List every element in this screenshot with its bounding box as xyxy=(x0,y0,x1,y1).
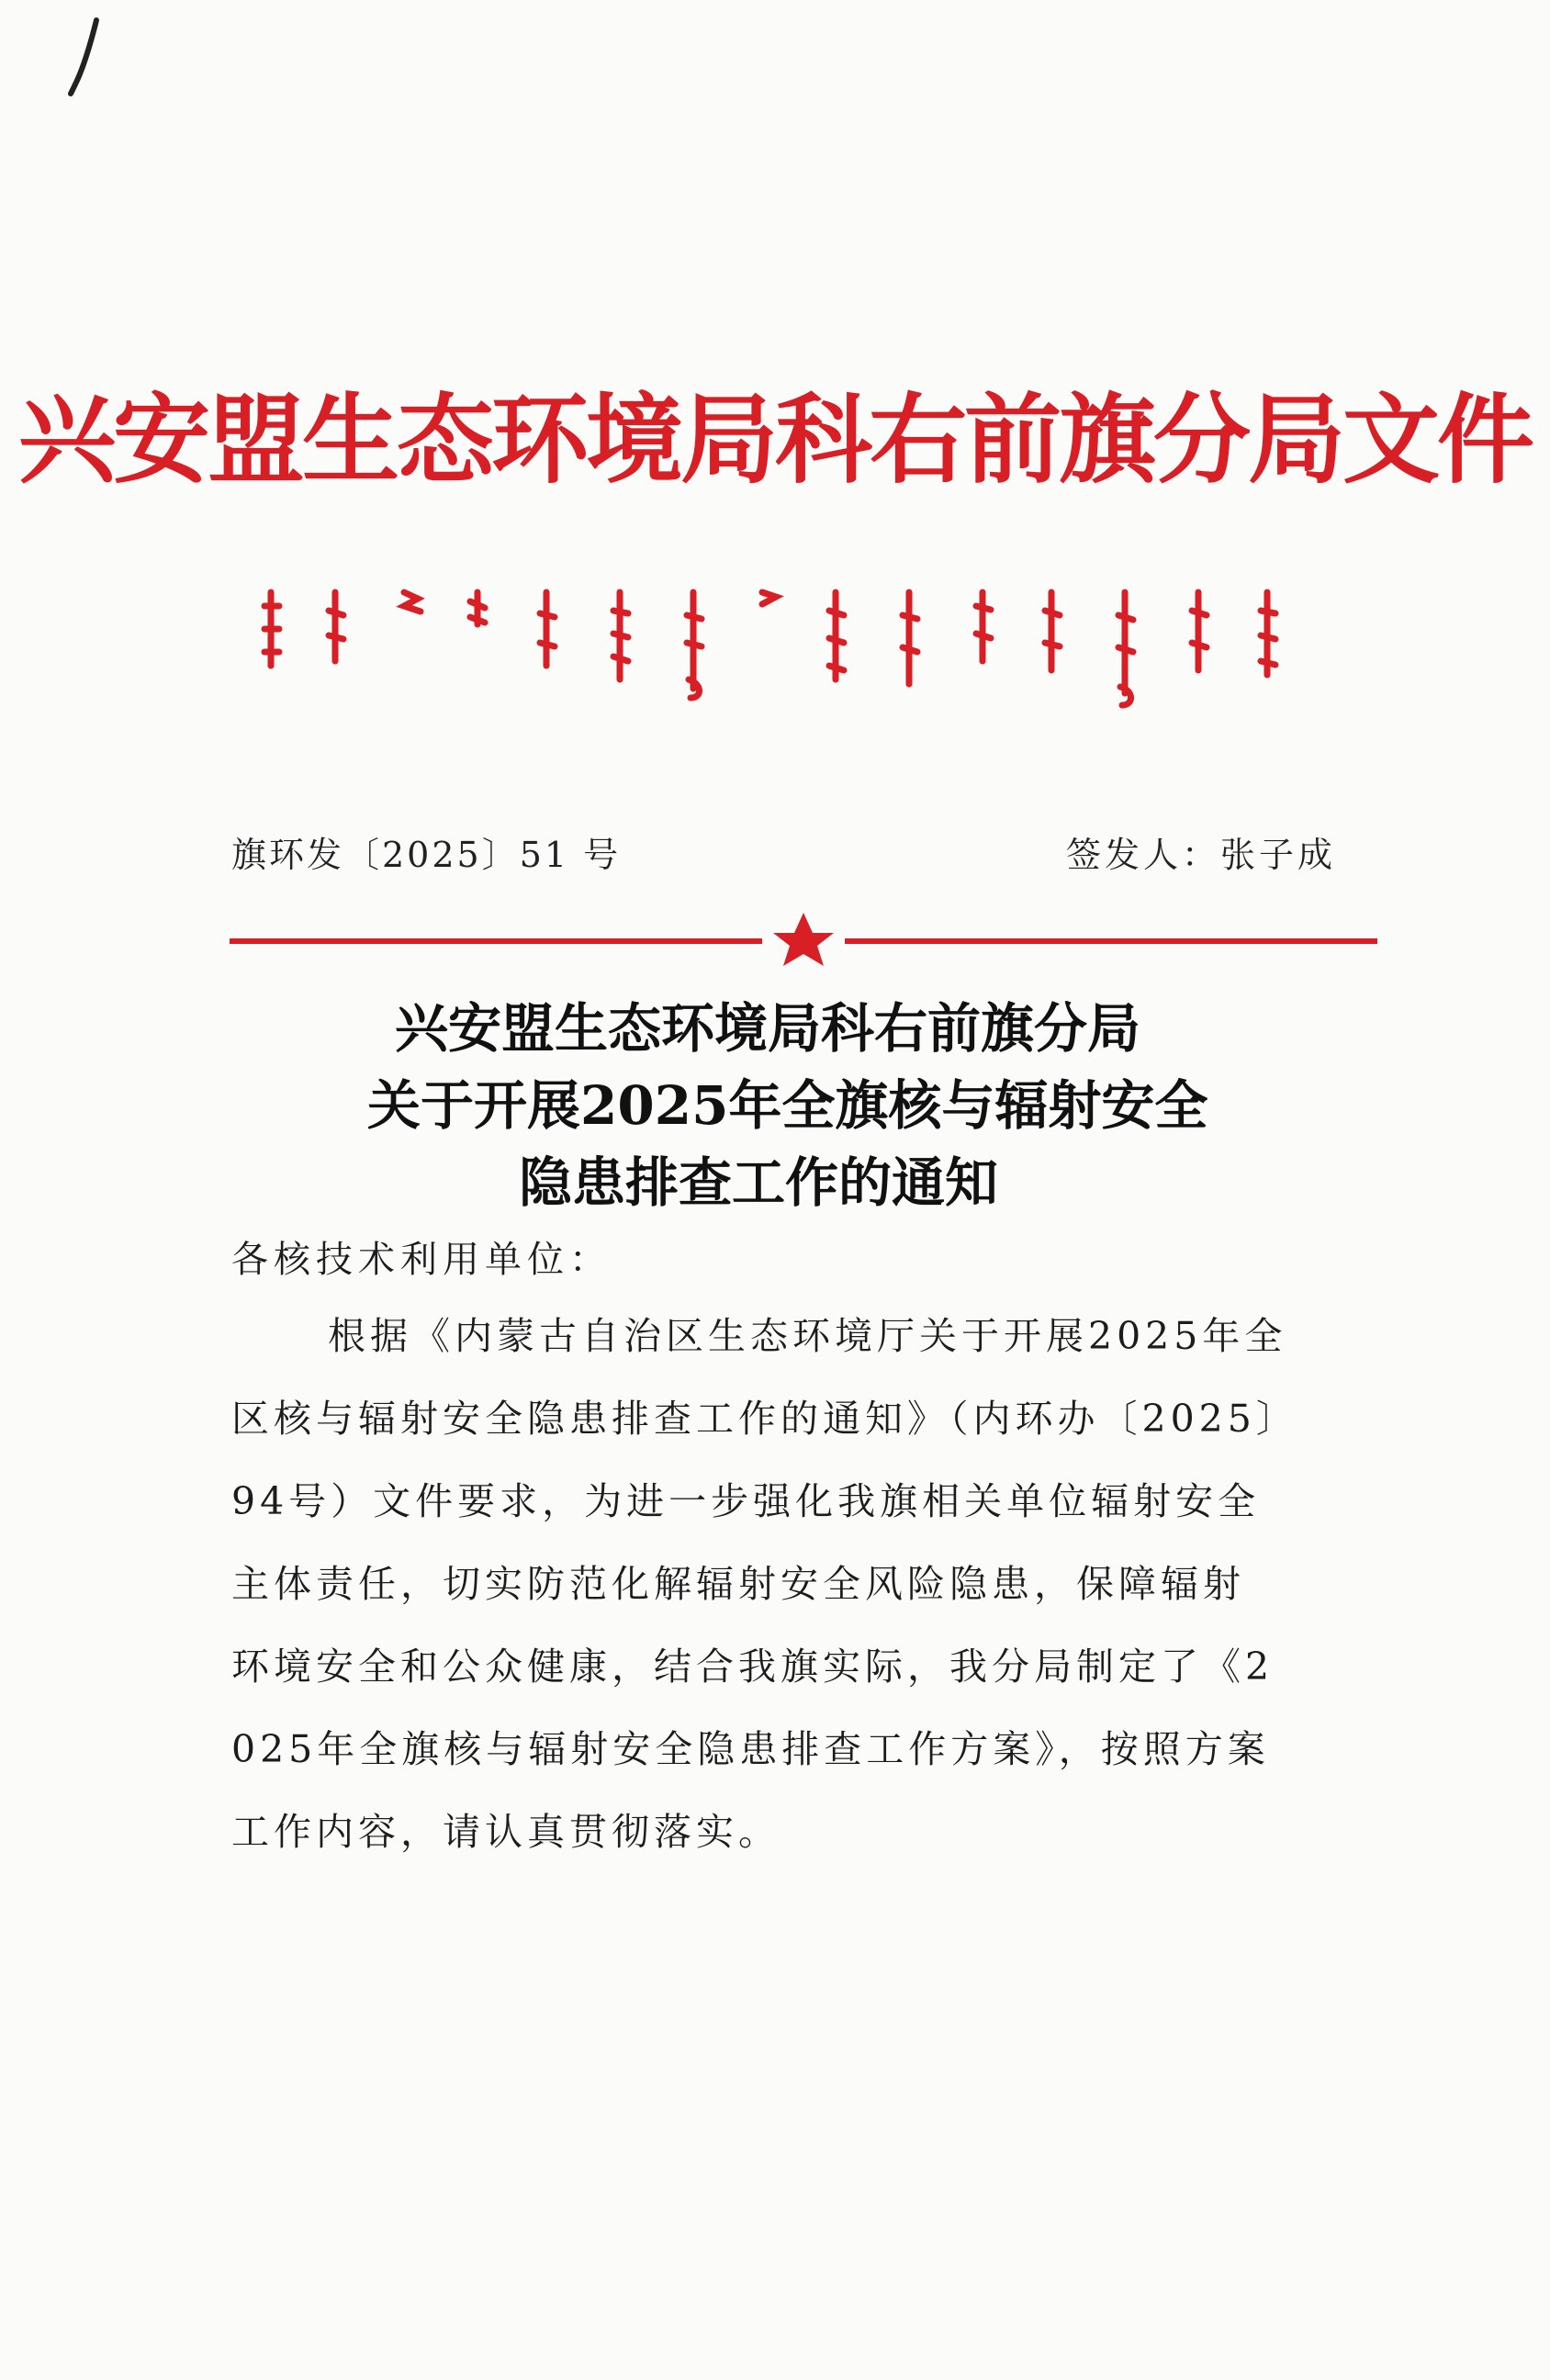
body-line: 工作内容，请认真贯彻落实。 xyxy=(231,1810,781,1854)
mongolian-script-seal xyxy=(248,578,1350,725)
document-number: 旗环发〔2025〕51 号 xyxy=(231,835,622,875)
star-icon xyxy=(773,913,834,966)
notice-title-line: 兴安盟生态环境局科右前旗分局 xyxy=(395,997,1141,1060)
notice-body xyxy=(231,1295,1425,1873)
body-line: 94号）文件要求，为进一步强化我旗相关单位辐射安全 xyxy=(231,1479,1261,1523)
body-line: 区核与辐射安全隐患排查工作的通知》（内环办〔2025〕 xyxy=(231,1397,1298,1441)
notice-title-line: 关于开展2025年全旗核与辐射安全 xyxy=(367,1074,1208,1137)
notice-title-line: 隐患排查工作的通知 xyxy=(519,1151,999,1214)
body-line: 环境安全和公众健康，结合我旗实际，我分局制定了《2 xyxy=(231,1645,1275,1689)
body-line: 主体责任，切实防范化解辐射安全风险隐患，保障辐射 xyxy=(231,1562,1245,1606)
issuer-signature: 签发人：张子成 xyxy=(1065,835,1336,875)
red-divider xyxy=(230,911,1377,971)
body-line: 根据《内蒙古自治区生态环境厅关于开展2025年全 xyxy=(328,1314,1287,1358)
letterhead-title: 兴安盟生态环境局科右前旗分局文件 xyxy=(18,384,1532,497)
salutation: 各核技术利用单位： xyxy=(231,1239,612,1281)
notice-title xyxy=(0,990,1550,1221)
body-line: 025年全旗核与辐射安全隐患排查工作方案》，按照方案 xyxy=(231,1727,1270,1771)
pen-mark xyxy=(51,17,106,99)
